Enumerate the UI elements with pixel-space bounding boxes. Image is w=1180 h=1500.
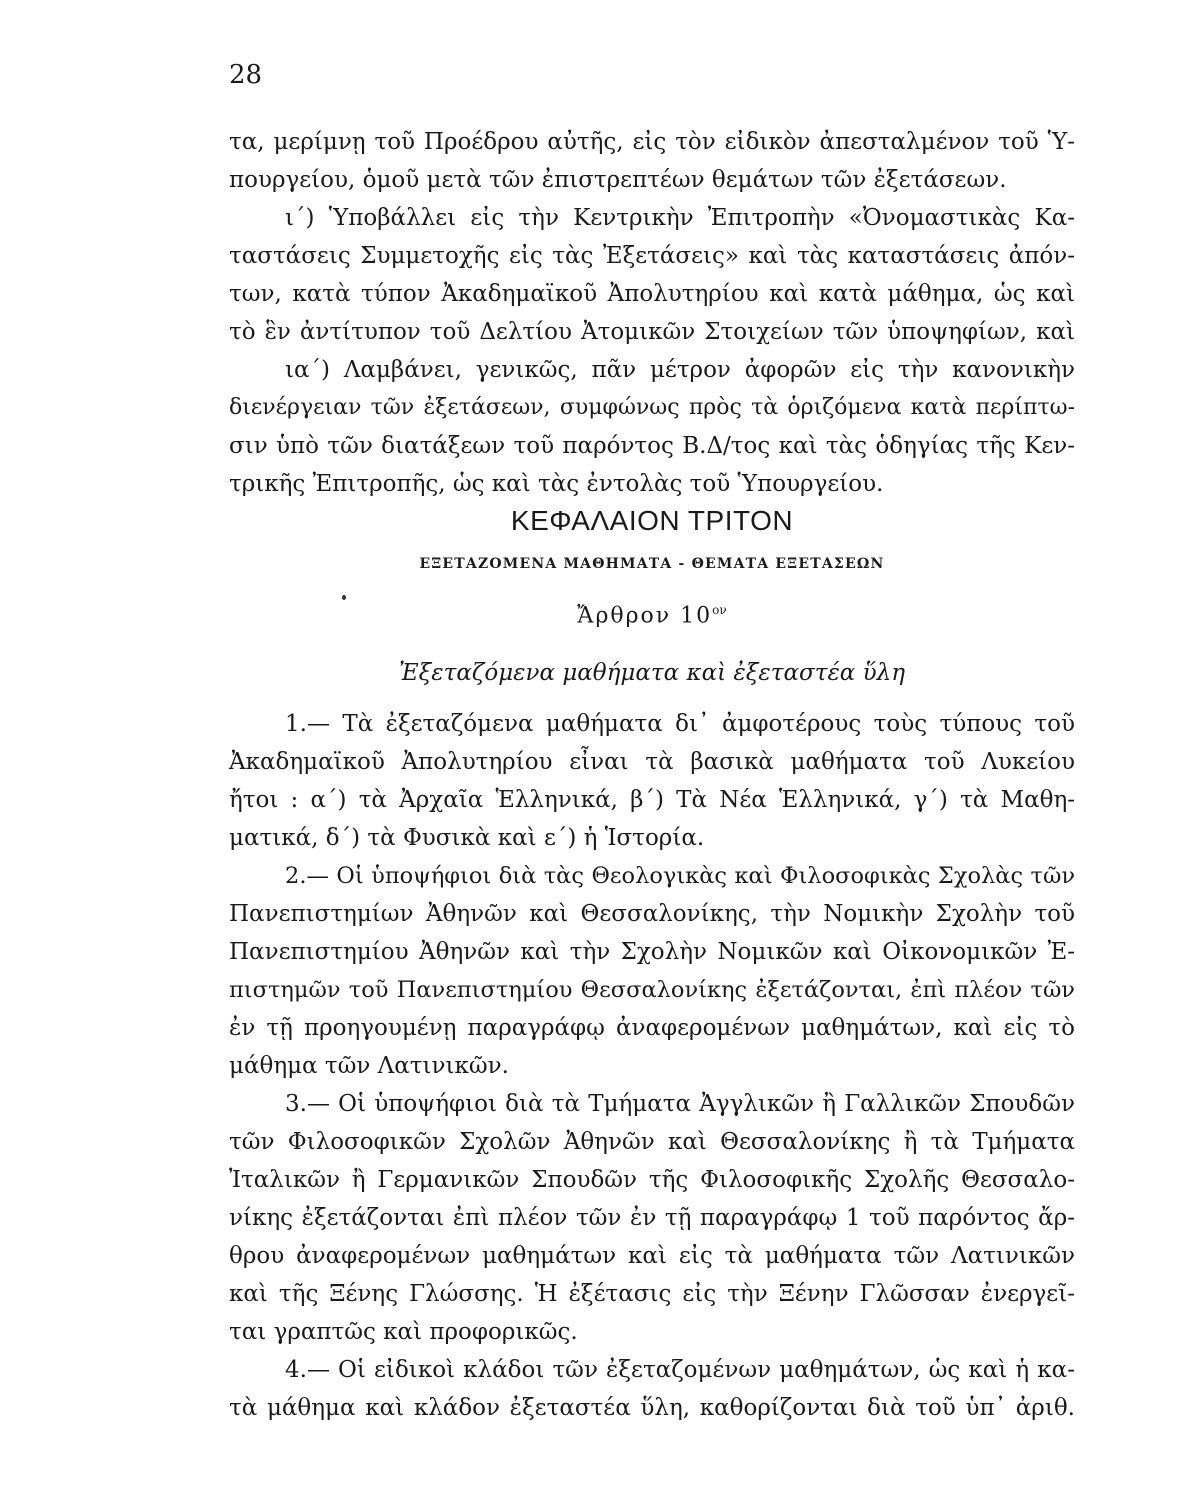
article-heading [229,603,1075,628]
text-block-bottom [229,705,1075,1427]
text-line: 1.— Τὰ ἐξεταζόμενα μαθήματα δι᾽ ἀμφοτέρους τοὺς τύπους τοῦ [285,711,1075,737]
text-line: 4.— Οἱ εἰδικοὶ κλάδοι τῶν ἐξεταζομένων μαθημάτων, ὡς καὶ ἡ κα- [285,1357,1075,1383]
text-line: Ἰταλικῶν ἢ Γερμανικῶν Σπουδῶν τῆς Φιλοσοφικῆς Σχολῆς Θεσσαλο- [229,1167,1075,1193]
print-speck [342,595,346,600]
paragraph-item-i [229,199,1075,351]
text-line: ματικά, δ´) τὰ Φυσικὰ καὶ ε´) ἡ Ἱστορία. [229,825,705,851]
text-line: 2.— Οἱ ὑποψήφιοι διὰ τὰς Θεολογικὰς καὶ Φιλοσοφικὰς Σχολὰς τῶν [285,863,1075,889]
text-line: πιστημῶν τοῦ Πανεπιστημίου Θεσσαλονίκης ἐξετάζονται, ἐπὶ πλέον τῶν [229,977,1075,1003]
text-line: τὰ μάθημα καὶ κλάδον ἐξεταστέα ὕλη, καθορίζονται διὰ τοῦ ὑπ᾽ ἀριθ. [229,1395,1075,1421]
text-line: μάθημα τῶν Λατινικῶν. [229,1053,509,1079]
text-line: ἤτοι : α´) τὰ Ἀρχαῖα Ἑλληνικά, β´) Τὰ Νέα Ἑλληνικά, γ´) τὰ Μαθη- [229,787,1075,813]
text-block-top [229,123,1075,503]
text-line: ι´) Ὑποβάλλει εἰς τὴν Κεντρικὴν Ἐπιτροπὴν «Ὀνομαστικὰς Κα- [285,205,1075,231]
text-line: τὸ ἓν ἀντίτυπον τοῦ Δελτίου Ἀτομικῶν Στοιχείων τῶν ὑποψηφίων, καὶ [229,319,1075,345]
text-line: ἐν τῇ προηγουμένῃ παραγράφῳ ἀναφερομένων μαθημάτων, καὶ εἰς τὸ [229,1015,1075,1041]
text-line: των, κατὰ τύπον Ἀκαδημαϊκοῦ Ἀπολυτηρίου καὶ κατὰ μάθημα, ὡς καὶ [229,281,1075,307]
paragraph-1 [229,705,1075,857]
text-line: καὶ τῆς Ξένης Γλώσσης. Ἡ ἐξέτασις εἰς τὴν Ξένην Γλῶσσαν ἐνεργεῖ- [229,1281,1075,1307]
paragraph-item-ia [229,351,1075,503]
paragraph-3 [229,1085,1075,1351]
text-line: διενέργειαν τῶν ἐξετάσεων, συμφώνως πρὸς τὰ ὁριζόμενα κατὰ περίπτω- [229,395,1075,420]
chapter-subtitle: ΕΞΕΤΑΖΟΜΕΝΑ ΜΑΘΗΜΑΤΑ - ΘΕΜΑΤΑ ΕΞΕΤΑΣΕΩΝ [419,556,885,572]
text-line: ται γραπτῶς καὶ προφορικῶς. [229,1319,578,1345]
text-line: τρικῆς Ἐπιτροπῆς, ὡς καὶ τὰς ἐντολὰς τοῦ Ὑπουργείου. [229,471,884,497]
text-line: πουργείου, ὁμοῦ μετὰ τῶν ἐπιστρεπτέων θεμάτων τῶν ἐξετάσεων. [229,167,1007,193]
text-line: τα, μερίμνῃ τοῦ Προέδρου αὐτῆς, εἰς τὸν εἰδικὸν ἀπεσταλμένον τοῦ Ὑ- [229,129,1075,155]
page-number: 28 [229,60,263,90]
text-line: θρου ἀναφερομένων μαθημάτων καὶ εἰς τὰ μαθήματα τῶν Λατινικῶν [229,1243,1075,1269]
text-line: Ἀκαδημαϊκοῦ Ἀπολυτηρίου εἶναι τὰ βασικὰ μαθήματα τοῦ Λυκείου [229,749,1075,775]
text-line: ταστάσεις Συμμετοχῆς εἰς τὰς Ἐξετάσεις» καὶ τὰς καταστάσεις ἀπόν- [229,243,1075,269]
article-title: Ἐξεταζόμενα μαθήματα καὶ ἐξεταστέα ὕλη [399,660,905,686]
article-heading-suffix: ον [712,603,727,617]
chapter-title: ΚΕΦΑΛΑΙΟΝ ΤΡΙΤΟΝ [510,505,794,536]
paragraph-4 [229,1351,1075,1427]
text-line: 3.— Οἱ ὑποψήφιοι διὰ τὰ Τμήματα Ἀγγλικῶν ἢ Γαλλικῶν Σπουδῶν [285,1091,1075,1117]
article-heading-text: Ἄρθρον 10 [577,603,713,629]
paragraph-2 [229,857,1075,1085]
text-line: Πανεπιστημίου Ἀθηνῶν καὶ τὴν Σχολὴν Νομικῶν καὶ Οἰκονομικῶν Ἐ- [229,939,1075,965]
text-line: νίκης ἐξετάζονται ἐπὶ πλέον τῶν ἐν τῇ παραγράφῳ 1 τοῦ παρόντος ἄρ- [229,1205,1075,1231]
text-line: σιν ὑπὸ τῶν διατάξεων τοῦ παρόντος Β.Δ/τος καὶ τὰς ὁδηγίας τῆς Κεν- [229,433,1075,459]
text-line: τῶν Φιλοσοφικῶν Σχολῶν Ἀθηνῶν καὶ Θεσσαλονίκης ἢ τὰ Τμήματα [229,1129,1075,1155]
text-line: ια´) Λαμβάνει, γενικῶς, πᾶν μέτρον ἀφορῶν εἰς τὴν κανονικὴν [285,357,1075,383]
text-line: Πανεπιστημίων Ἀθηνῶν καὶ Θεσσαλονίκης, τὴν Νομικὴν Σχολὴν τοῦ [229,901,1075,927]
paragraph-continuation [229,123,1075,199]
